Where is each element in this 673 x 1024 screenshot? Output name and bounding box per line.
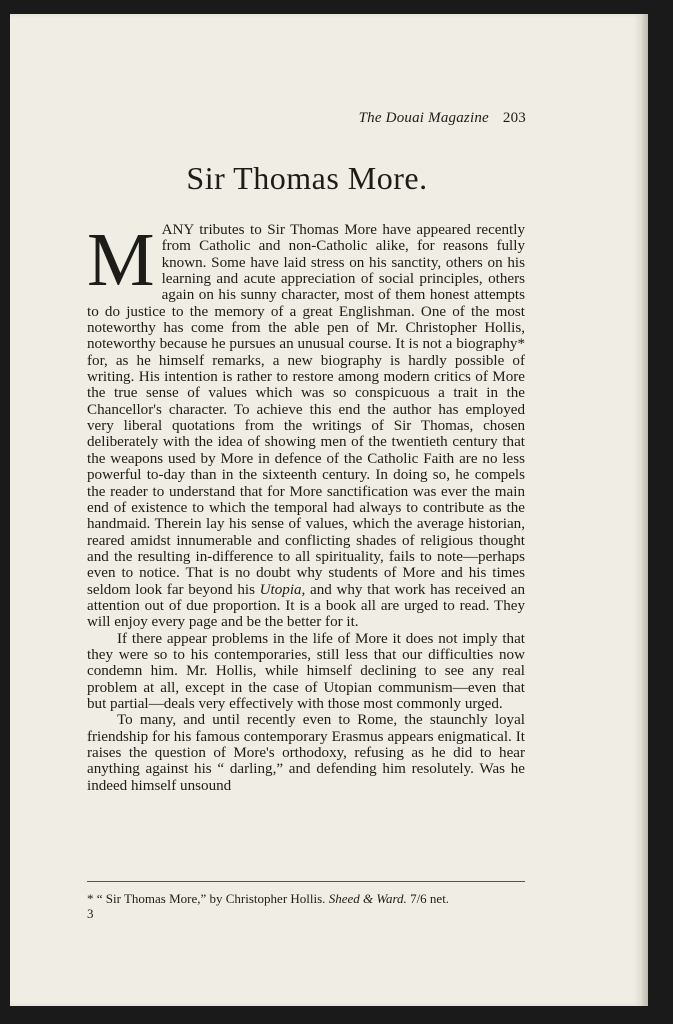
p1-start: ANY tributes to Sir Thomas More have appeared recently from Catholic and non-Catholic alike, for reasons fully known. Some have laid stress on his sanctity, others on his learning and acute appreciation of social principles, others again on his sunny character, most of them honest attempts to do justice to the memory of a great Englishman. One of the most noteworthy has come from the able pen of Mr. Christopher Hollis, noteworthy because he pursues an unusual course. It is not a biography* for, as he himself remarks, a new biography is hardly possible of writing. His intention is rather to restore among modern critics of More the true sense of values which was so conspicuous a trait in the Chancellor's character. To achieve this end the author has employed very liberal quotations from the writings of Sir Thomas, chosen deliberately with the idea of showing men of the twentieth century that the weapons used by More in defence of the Catholic Faith are no less powerful to-day than in the sixteenth century. In doing so, he compels the reader to understand that for More sanctification was ever the main end of existence to which the temporal had always to contribute as the handmaid. Therein lay his sense of values, which the average historian, reared amidst innumerable and conflicting shades of religious thought and the resulting in-difference to all spirituality, fails to note—perhaps even to notice. That is no doubt why students of More and his times seldom look far beyond his xyxy=(87,222,525,598)
utopia-title: Utopia, xyxy=(259,581,306,598)
magazine-name: The Douai Magazine xyxy=(358,110,489,126)
paragraph-2: If there appear problems in the life of More it does not imply that they were so to his contemporaries, still less that our difficulties now condemn him. Mr. Hollis, while himself declining to see any real problem at all, except in the case of Utopian communism—even that but partial—deals very effectively with those most commonly urged. xyxy=(87,630,525,712)
paragraph-3: To many, and until recently even to Rome, the staunchly loyal friendship for his famous contemporary Erasmus appears enigmatical. It raises the question of More's orthodoxy, refusing as he did to hear anything against his “ darling,” and defending him resolutely. Was he indeed himself unsound xyxy=(87,712,525,794)
footnote xyxy=(87,891,525,906)
article-body xyxy=(87,218,525,794)
footnote-rule xyxy=(87,881,525,882)
signature-mark: 3 xyxy=(87,906,94,921)
footnote-text: * “ Sir Thomas More,” by Christopher Hollis. xyxy=(87,891,326,906)
paragraph-1 xyxy=(87,218,525,631)
footnote-publisher: Sheed & Ward. xyxy=(328,891,407,906)
page-number: 203 xyxy=(502,110,526,126)
running-head xyxy=(0,110,526,127)
p1-end: and why that work has received an attention out of due proportion. It is a book all are urged to read. They will enjoy every page and be the better for it. xyxy=(87,581,525,631)
article-title: Sir Thomas More. xyxy=(186,160,428,196)
drop-cap: M xyxy=(87,218,154,302)
page-edge xyxy=(642,14,648,1006)
footnote-price: 7/6 net. xyxy=(410,891,450,906)
